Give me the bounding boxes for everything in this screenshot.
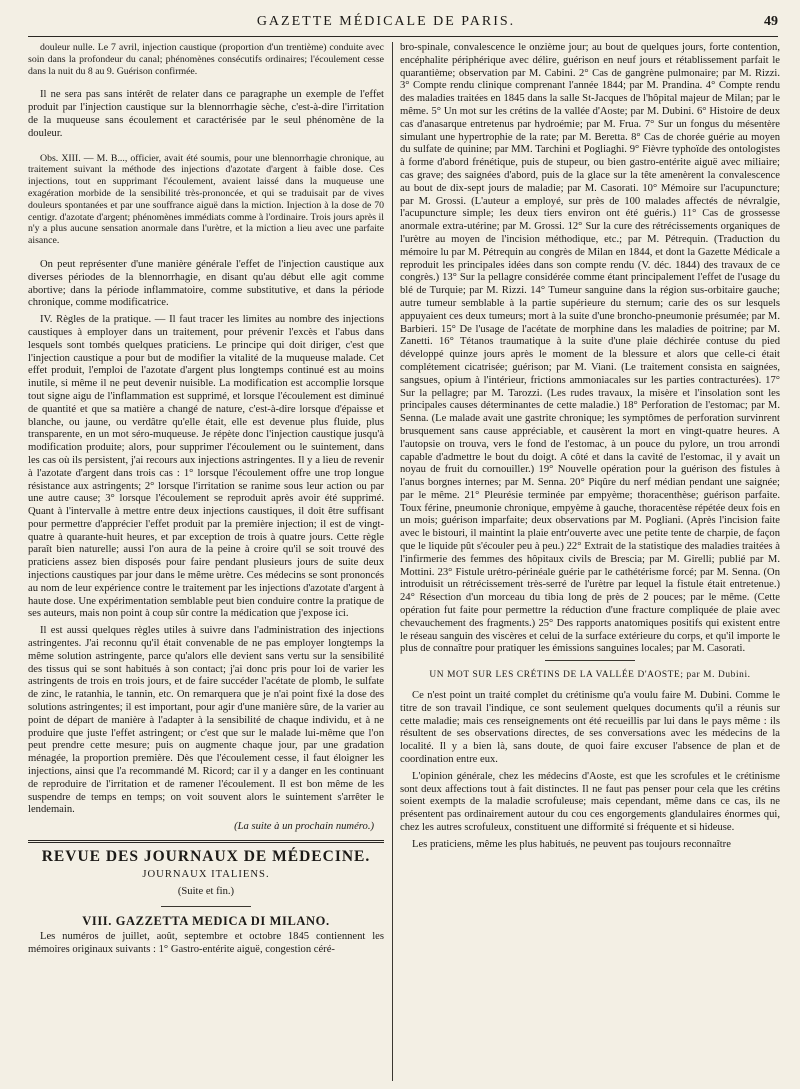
journal-masthead: GAZETTE MÉDICALE DE PARIS. (256, 14, 516, 29)
section-subsubtitle: (Suite et fin.) (177, 885, 235, 897)
paragraph: Les numéros de juillet, août, septembre et octobre 1845 contiennent les mémoires originaux suivants : 1° Gastro-entérite aiguë, congestion céré- (28, 931, 384, 955)
paragraph: L'opinion générale, chez les médecins d'Aoste, est que les scrofules et le crétinisme sont deux affections tout à fait distinctes. Il ne faut pas penser pour cela que les crétins soient exempts de la maladie scrofuleuse; mais cependant, même dans ce cas, ils ne présentent pas ordinairement autour du cou ces engorgements glandulaires énormes qui, chez les autres scrofuleux, constituent une difformité si fréquente et si hideuse. (400, 770, 780, 834)
article-heading: UN MOT SUR LES CRÉTINS DE LA VALLÉE D'AOSTE; par M. Dubini. (429, 670, 751, 681)
page-number: 49 (764, 14, 778, 29)
short-divider (545, 660, 635, 661)
section-divider (28, 840, 384, 843)
paragraph: Il ne sera pas sans intérêt de relater dans ce paragraphe un exemple de l'effet produit par l'injection caustique sur la blennorrhagie sèche, c'est-à-dire l'irritation de la muqueuse sans écoulement et caractérisée par le seul phénomène de la douleur. (28, 89, 384, 139)
paragraph: bro-spinale, convalescence le onzième jour; au bout de quelques jours, forte contention, encéphalite périphérique avec délire, guérison en neuf jours et rétablissement parfait le quarantième; observation par M. Cabini. 2° Cas de gangrène pulmonaire; par M. Rizzi. 3° Compte rendu clinique comprenant l'année 1844; par M. Prandina. 4° Compte rendu des maladies traitées en 1845 dans la salle St-Jacques de l'hôpital majeur de Milan; par le même. 5° Un mot sur les crétins de la vallée d'Aoste; par M. Dubini. 6° Histoire de deux cas d'anasarque entretenus par hydroémie; par M. Frua. 7° Sur un fongus du mésentère simulant une hypertrophie de la rate; par M. Beretta. 8° Cas de chorée guérie au moyen du sulfate de quinine; par MM. Tarchini et Pogliaghi. 9° Fièvre typhoïde des ontologistes à forme d'abord frénétique, puis de stupeur, ou bien gastro-entérite aiguë avec miliaire; cas grave; des saignées d'abord, puis de la glace sur la tête amenèrent la convalescence au bout de dix-sept jours de maladie; par M. Casorati. 10° Mémoire sur l'acupuncture; par M. Grossi. (L'auteur a employé, sur près de 100 malades affectés de névralgie, l'acupuncture simple; les deux tiers environ ont été guéris.) 11° Cas de grossesse anormale extra-utérine; par M. Grossi. 12° Sur la cure des rétrécissements organiques de l'urètre au moyen de l'incision méthodique, etc.; par M. Pétrequin. (Traduction du mémoire lu par M. Pétrequin au congrès de Milan en 1844, et dont la Gazette Médicale a reproduit les principales idées dans son compte rendu (V. déc. 1844) des travaux de ce congrès.) 13° Sur la pellagre considérée comme étant principalement l'effet de l'usage du blé de Turquie; par M. Rizzi. 14° Tumeur sanguine dans la région sus-orbitaire gauche; autre tumeur semblable à la partie supérieure du sternum; carie des os sur lesquels appuyaient ces deux tumeurs; mort à la suite d'une broncho-pneumonie présumée; par M. Barbieri. 15° De l'usage de l'acétate de morphine dans les maladies de poitrine; par M. Zanetti. 16° Tétanos traumatique à la suite d'une plaie déchirée contuse du pied développé quinze jours après le moment de la blessure et alors que celle-ci était complétement cicatrisée; guérison; par M. Viani. (Le traitement consista en saignées, sangsues, opium à l'intérieur, frictions ammoniacales sur les parties contracturées). 17° Sur la pellagre; par M. Tarozzi. (Les rudes travaux, la misère et l'insolation sont les principales causes déterminantes de cette maladie.) 18° Perforation de l'estomac; par M. Senna. (Le malade avait une gastrite chronique; les symptômes de perforation survinrent brusquement sans cause appréciable, et causèrent la mort en vingt-quatre heures. A l'autopsie on trouva, vers le fond de l'estomac, à un pouce du pylore, un trou arrondi capable d'admettre le bout du doigt. A côté et dans la cavité de l'estomac, il y avait un noyau de fruit du cornouiller.) 19° Nouvelle opération pour la guérison des fistules à l'anus borgnes internes; par M. Senna. 20° Piqûre du nerf médian pendant une saignée; par le même. 21° Pleurésie terminée par empyème; thoracenthèse; guérison parfaite. Toux férine, pneumonie chronique, empyème à gauche, thoracentèse répétée deux fois en un mois; guérison imparfaite; deux observations par M. Pogliani. (Après l'incision faite avec le bistouri, il maintint la plaie entr'ouverte avec une petite tente de charpie, de façon que le liquide pût s'écouler peu à peu.) 22° Extrait de la statistique des maladies traitées à l'infirmerie des femmes des hôpitaux civils de Brescia; par M. Girelli; publié par M. Mottini. 23° Fistule urétro-périnéale guérie par le cathétérisme forcé; par M. Senna. (On introduisit un rétrécissement très-serré de l'urètre par lequel la fistule était entretenue.) 24° Résection d'un morceau du tibia long de près de 2 pouces; par le même. (Cette opération fut faite pour permettre la réduction d'une fracture compliquée de plaie avec chevauchement des fragments.) 25° Des rapports anatomiques positifs qui existent entre le réseau sanguin des viscères et celui de la surface extérieure du corps, et qu'il importe le plus de connaître pour pratiquer les émissions sanguines locales; par M. Casorati. (400, 42, 780, 655)
section-title: REVUE DES JOURNAUX DE MÉDECINE. (41, 848, 371, 866)
paragraph: Les praticiens, même les plus habitués, ne peuvent pas toujours reconnaître (412, 838, 731, 850)
paragraph: IV. Règles de la pratique. — Il faut tracer les limites au nombre des injections caustiques à employer dans un traitement, pour prévenir l'excès et l'abus dans lesquels sont tombés quelques praticiens. Le principe qui doit diriger, c'est que l'injection caustique a pour but de modifier la vitalité de la muqueuse malade. Cet effet produit, l'emploi de l'azotate d'argent plus longtemps continué est au moins inutile, si même il ne peut devenir nuisible. La modification est accomplie lorsque tout signe aigu de l'inflammation est supprimé, et lorsque l'écoulement est diminué de quantité et que sa matière a changé de nature, c'est-à-dire lorsque d'épaisse et blanche, ou jaune, ou verdâtre qu'elle était, elle est devenue plus fluide, plus transparente, en un mot séro-muqueuse. Je répète donc l'injection caustique jusqu'à modification produite; alors, pour supprimer l'écoulement ou le suintement, dans les cas où ils persistent, j'ai recours aux injections astringentes. Il y a lieu de revenir à l'azotate d'argent dans trois cas : 1° lorsque l'écoulement offre une trop longue résistance aux astringents; 2° lorsque l'irritation se ranime sous leur action ou par une autre cause; 3° lorsque l'écoulement se reproduit après avoir été supprimé. Quant à l'intervalle à mettre entre deux injections caustiques, il doit être suffisant pour permettre d'apprécier l'effet produit par la première injection; il est de vingt-quatre à quarante-huit heures, et par exception de trois à quatre jours. Cette règle paraît bien naturelle; aussi l'on aura de la peine à croire qu'il se soit trouvé des praticiens assez bien disposés pour faire pendant plusieurs jours de suite deux injections caustiques par jour dans le même urètre. Ces médecins se sont prononcés au nom de leur expérience contre le traitement par les injections d'azotate d'argent à haute dose. Une expérimentation semblable peut bien conduire contre la pratique de ses auteurs, mais non point à coup sûr contre la médication que j'expose ici. (28, 314, 384, 620)
page-header (28, 14, 778, 37)
paragraph: Ce n'est point un traité complet du crétinisme qu'a voulu faire M. Dubini. Comme le titre de son travail l'indique, ce sont seulement quelques documents qu'il a réunis sur cette maladie; mais ces renseignements ont été recueillis par lui dans le pays même : ils résultent de ses observations directes, de ses conversations avec les médecins de la localité. Il y a bien là, sans doute, de quoi faire excuser l'absence de plan et de coordination entre eux. (400, 690, 780, 766)
section-subtitle: JOURNAUX ITALIENS. (142, 868, 270, 880)
continuation-note: (La suite à un prochain numéro.) (234, 821, 374, 833)
paragraph: douleur nulle. Le 7 avril, injection caustique (proportion d'un trentième) conduite avec soin dans la profondeur du canal; phénomènes consécutifs ordinaires; l'écoulement cesse dans la nuit du 8 au 9. Guérison confirmée. (28, 42, 384, 77)
journal-title: VIII. GAZZETTA MEDICA DI MILANO. (82, 914, 330, 929)
column-divider (392, 42, 393, 1081)
short-divider (161, 906, 251, 907)
right-column (400, 42, 780, 1081)
left-column (28, 42, 384, 1081)
observation-paragraph: Obs. XIII. — M. B..., officier, avait été soumis, pour une blennorrhagie chronique, au traitement suivant la méthode des injections d'azotate d'argent à faible dose. Ces injections, tout en supprimant l'écoulement, avaient laissé dans la muqueuse une exagération morbide de la sensibilité très-prononcée, et qui se traduisait par de vives douleurs spontanées et par une souffrance aiguë dans la miction. Injection à la dose de 70 centigr. d'azotate d'argent; phénomènes immédiats comme à l'ordinaire. Trois jours après il n'y a plus aucune sensation anormale dans l'urètre, et la miction a lieu avec une parfaite aisance. (28, 152, 384, 247)
paragraph: Il est aussi quelques règles utiles à suivre dans l'administration des injections astringentes. J'ai reconnu qu'il était convenable de ne pas employer longtemps la même solution astringente, parce qu'alors elle devient sans vertu sur la sensibilité des tissus qui se sont habitués à son contact; j'ai donc pris pour loi de varier les astringents de trois en trois jours, et de faire succéder l'acétate de plomb, le sulfate de zinc, le ratanhia, le tannin, etc. On remarquera que je n'ai point fixé la dose des solutions astringentes; il est important, pour agir d'une manière sûre, de la varier au point de départ de manière à l'adapter à la sensibilité de chaque individu, et à ne produire que juste l'effet astringent; or c'est que sur le malade lui-même que l'on peut prendre cette mesure; puis on augmente chaque jour, par une gradation ménagée, la proportion première. Dès que l'écoulement cesse, il faut éloigner les injections, ainsi que l'a recommandé M. Ricord; car il y a danger en les continuant de reproduire de l'irritation et de ramener l'écoulement. Il est bon même de les suspendre de temps en temps; on voit souvent alors le suintement s'arrêter le lendemain. (28, 625, 384, 816)
paragraph: On peut représenter d'une manière générale l'effet de l'injection caustique aux diverses périodes de la blennorrhagie, en disant qu'au début elle agit comme abortive; dans la période inflammatoire, comme substitutive, et dans la période chronique, comme modificatrice. (28, 258, 384, 309)
